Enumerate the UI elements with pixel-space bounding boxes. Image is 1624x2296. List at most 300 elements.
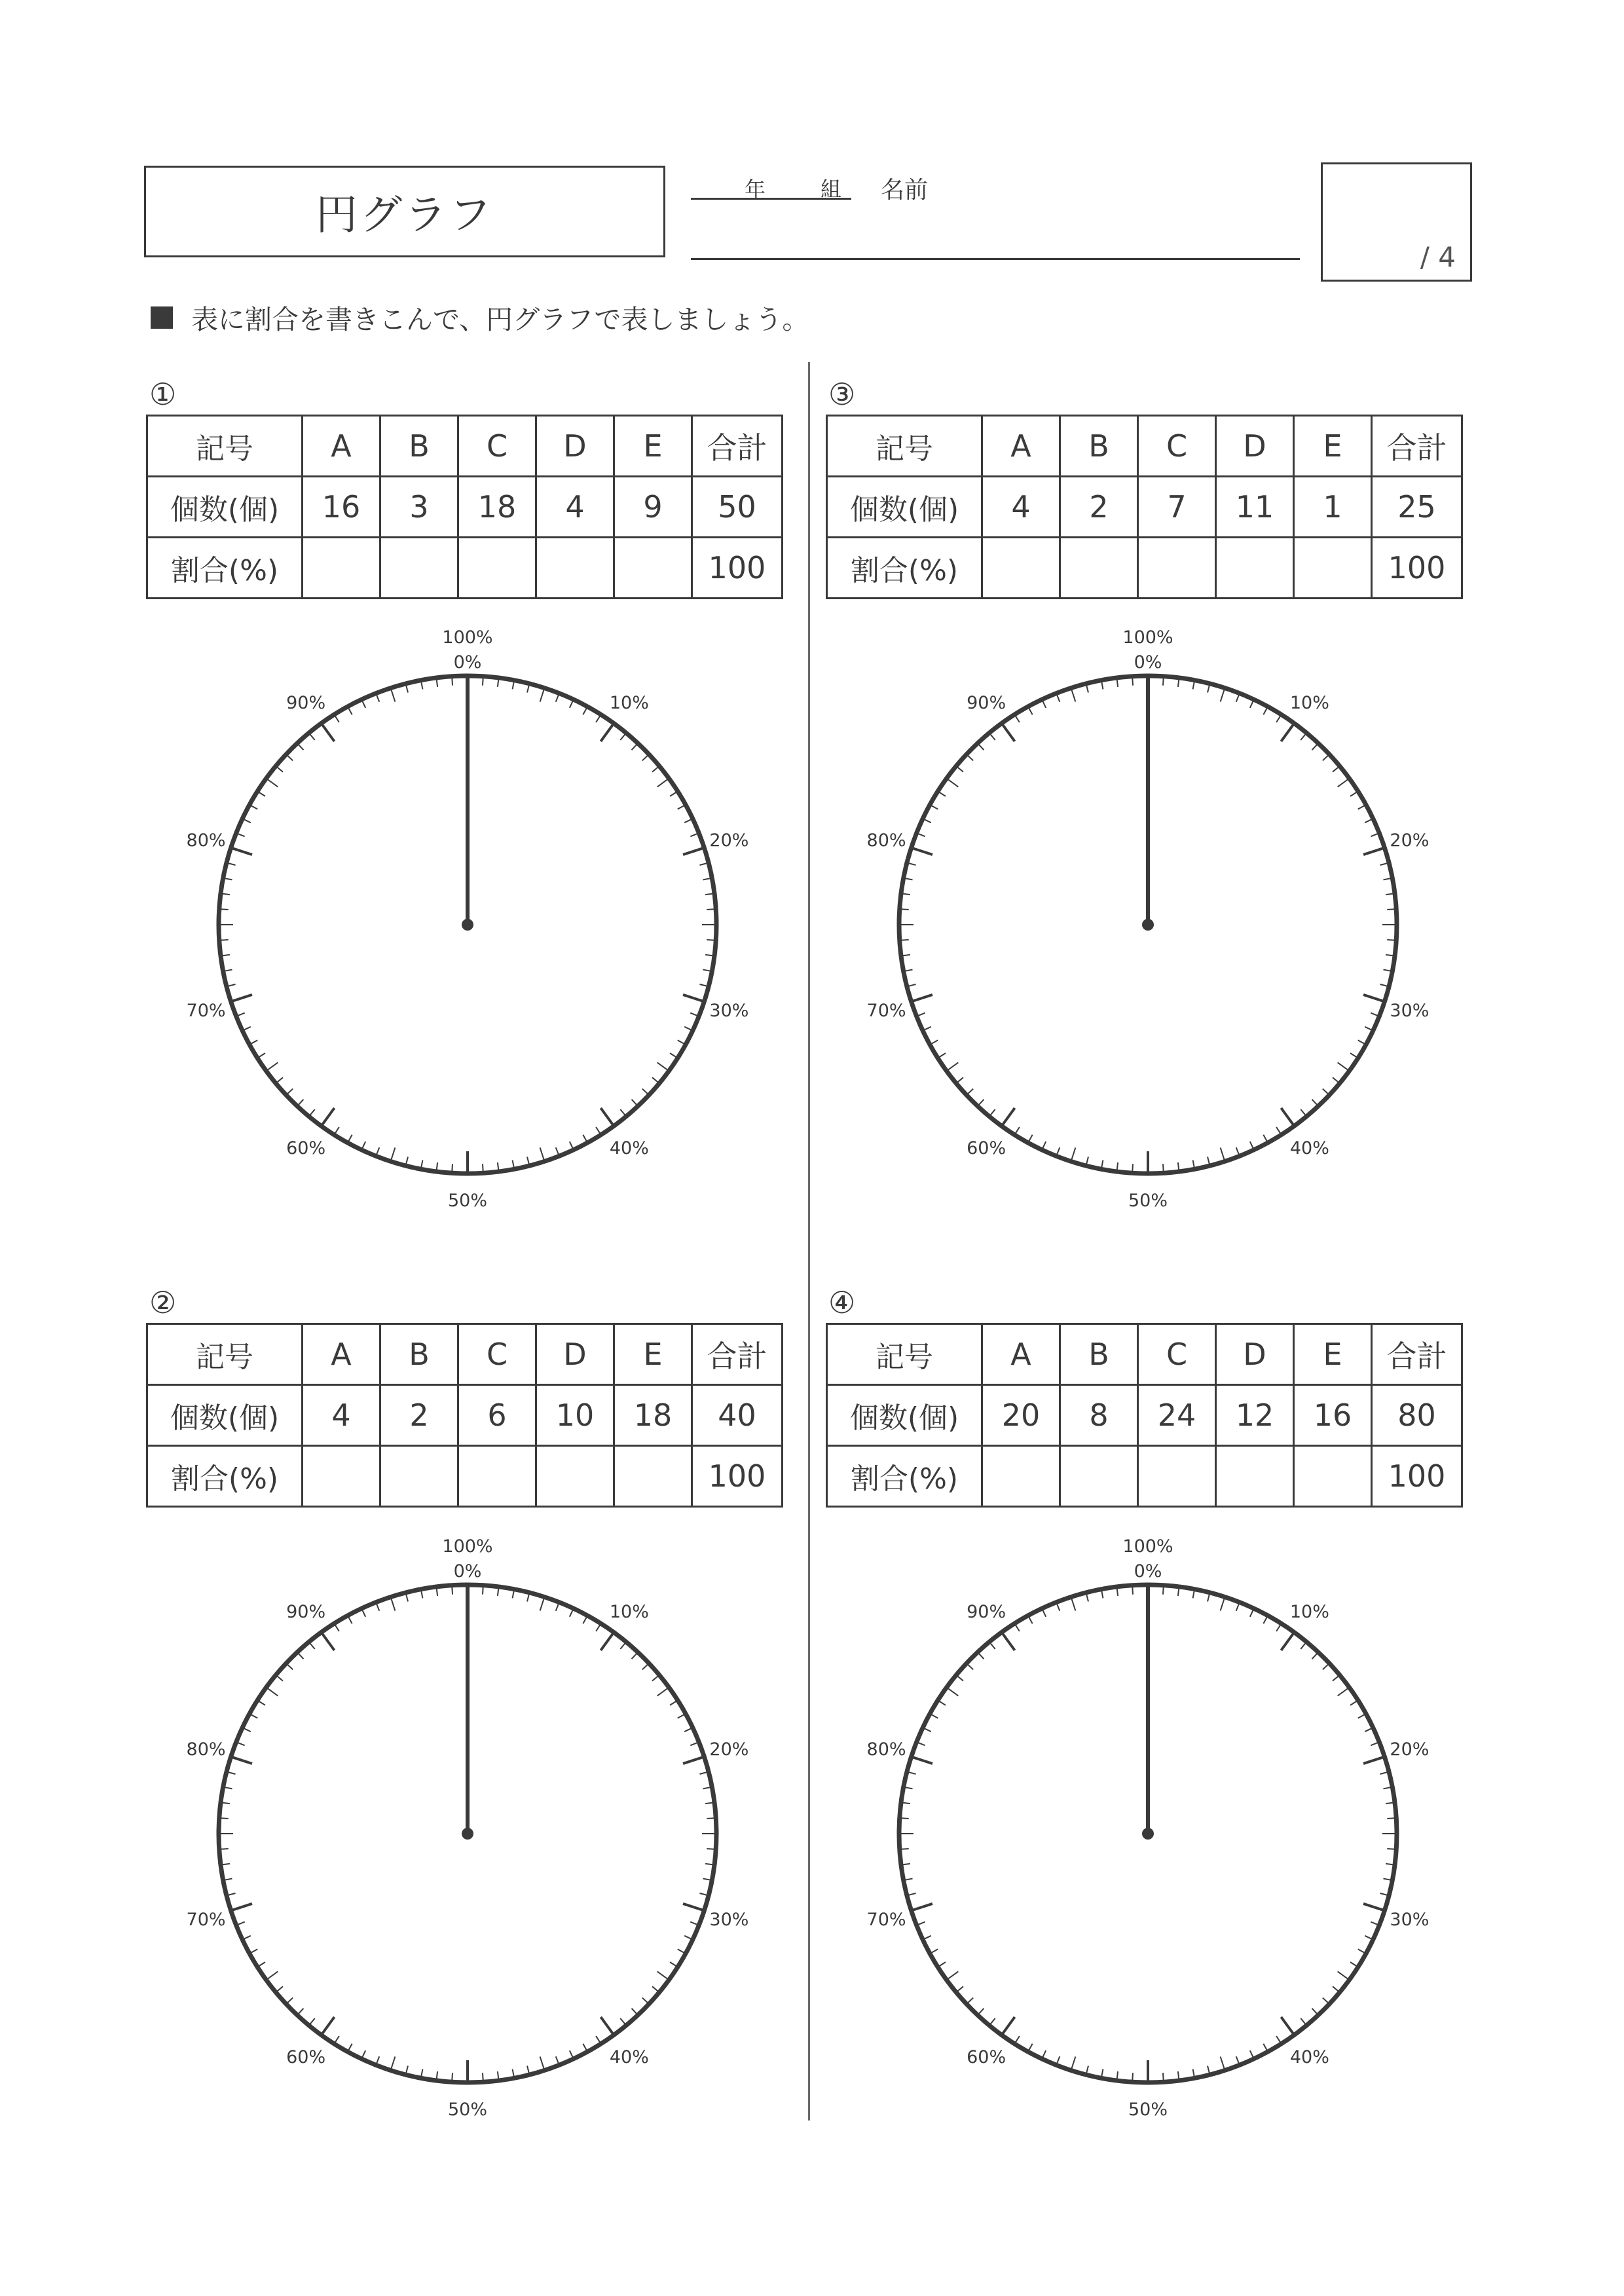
major-tick	[1281, 1108, 1294, 1126]
data-table	[826, 1323, 1463, 1508]
problem-number: ①	[149, 377, 177, 412]
ratio-total: 100	[692, 538, 783, 599]
minor-tick	[642, 1089, 649, 1096]
minor-tick	[620, 1642, 626, 1649]
percent-label: 10%	[609, 693, 649, 714]
ratio-input-cell[interactable]	[380, 538, 458, 599]
column-header: C	[1138, 416, 1216, 477]
minor-tick	[938, 1053, 946, 1058]
minor-tick	[1387, 1818, 1396, 1819]
ratio-input-cell[interactable]	[1060, 1446, 1138, 1507]
minor-tick	[297, 743, 304, 750]
minor-tick	[1132, 676, 1133, 686]
total-header: 合計	[692, 416, 783, 477]
minor-tick	[900, 1818, 909, 1819]
minor-tick	[257, 1053, 265, 1058]
minor-tick	[657, 1062, 669, 1071]
minor-tick	[620, 2018, 626, 2026]
minor-tick	[967, 1998, 973, 2005]
percent-label: 50%	[1128, 2100, 1168, 2120]
minor-tick	[978, 1652, 984, 1659]
ratio-input-cell[interactable]	[380, 1446, 458, 1507]
minor-tick	[657, 1688, 669, 1696]
major-tick	[1363, 848, 1384, 855]
minor-tick	[1014, 1127, 1020, 1135]
minor-tick	[652, 1077, 659, 1083]
major-tick	[1002, 2017, 1015, 2035]
minor-tick	[657, 1971, 669, 1980]
count-cell: 8	[1060, 1385, 1138, 1446]
minor-tick	[1221, 1147, 1225, 1161]
minor-tick	[1276, 1623, 1282, 1631]
center-dot	[1142, 919, 1154, 931]
major-tick	[231, 1757, 252, 1764]
problem-number: ②	[149, 1285, 177, 1320]
table-row-counts	[827, 477, 1462, 538]
percent-label: 20%	[709, 830, 749, 851]
major-tick	[322, 1633, 335, 1651]
column-header: C	[458, 416, 536, 477]
minor-tick	[1132, 1164, 1133, 1173]
minor-tick	[989, 2018, 995, 2026]
center-dot	[1142, 1828, 1154, 1840]
minor-tick	[1338, 1971, 1350, 1980]
ratio-input-cell[interactable]	[1138, 1446, 1216, 1507]
minor-tick	[1312, 1652, 1319, 1659]
column-header: B	[380, 1324, 458, 1385]
minor-tick	[297, 2009, 304, 2015]
minor-tick	[1071, 1597, 1076, 1611]
percent-label: 30%	[1390, 1000, 1430, 1021]
minor-tick	[1163, 1164, 1164, 1173]
minor-tick	[286, 1998, 293, 2005]
major-tick	[912, 1904, 932, 1911]
table-row-ratios	[827, 538, 1462, 599]
percent-label: 80%	[186, 1739, 226, 1760]
minor-tick	[1014, 1623, 1020, 1631]
percent-label: 70%	[866, 1909, 906, 1930]
pie-chart-dial[interactable]	[160, 617, 775, 1232]
major-tick	[600, 1633, 614, 1651]
major-tick	[912, 995, 932, 1002]
total-header: 合計	[1372, 416, 1462, 477]
total-header: 合計	[692, 1324, 783, 1385]
column-header: A	[303, 416, 380, 477]
minor-tick	[670, 1053, 678, 1058]
minor-tick	[1323, 1089, 1329, 1096]
major-tick	[600, 724, 614, 742]
minor-tick	[1301, 2018, 1306, 2026]
minor-tick	[978, 2009, 984, 2015]
ratio-total: 100	[692, 1446, 783, 1507]
count-cell: 2	[1060, 477, 1138, 538]
minor-tick	[1301, 733, 1306, 740]
minor-tick	[1301, 1109, 1306, 1117]
minor-tick	[1071, 2056, 1076, 2070]
minor-tick	[620, 733, 626, 740]
percent-label: 90%	[967, 693, 1006, 714]
minor-tick	[1312, 743, 1319, 750]
count-total: 25	[1372, 477, 1462, 538]
column-header: B	[1060, 416, 1138, 477]
symbol-header: 記号	[147, 416, 303, 477]
ratio-total: 100	[1372, 1446, 1462, 1507]
label-0-percent: 0%	[453, 652, 482, 673]
name-field[interactable]	[691, 258, 1300, 260]
minor-tick	[257, 791, 265, 796]
major-tick	[1002, 724, 1015, 742]
count-cell: 24	[1138, 1385, 1216, 1446]
column-header: B	[1060, 1324, 1138, 1385]
minor-tick	[989, 733, 995, 740]
center-dot	[462, 1828, 473, 1840]
column-header: D	[1216, 416, 1294, 477]
minor-tick	[219, 909, 229, 910]
percent-label: 40%	[609, 1138, 649, 1158]
percent-label: 50%	[447, 1191, 488, 1211]
minor-tick	[642, 1663, 649, 1670]
percent-label: 50%	[1128, 1191, 1168, 1211]
minor-tick	[596, 714, 601, 722]
ratio-input-cell[interactable]	[1294, 1446, 1372, 1507]
minor-tick	[652, 1675, 659, 1681]
column-header: C	[458, 1324, 536, 1385]
table-row-symbols	[827, 416, 1462, 477]
minor-tick	[967, 1089, 973, 1096]
column-header: A	[303, 1324, 380, 1385]
minor-tick	[1163, 2073, 1164, 2082]
minor-tick	[391, 2056, 396, 2070]
column-header: B	[380, 416, 458, 477]
column-divider	[808, 362, 810, 2120]
problem-number: ④	[828, 1285, 856, 1320]
problem-number: ③	[828, 377, 856, 412]
percent-label: 80%	[186, 830, 226, 851]
major-tick	[912, 1757, 932, 1764]
count-cell: 6	[458, 1385, 536, 1446]
major-tick	[1002, 1633, 1015, 1651]
minor-tick	[1163, 1585, 1164, 1595]
major-tick	[231, 848, 252, 855]
count-cell: 1	[1294, 477, 1372, 538]
major-tick	[322, 1108, 335, 1126]
minor-tick	[267, 1062, 278, 1071]
count-cell: 12	[1216, 1385, 1294, 1446]
major-tick	[231, 995, 252, 1002]
major-tick	[1281, 1633, 1294, 1651]
minor-tick	[334, 1623, 339, 1631]
minor-tick	[276, 1077, 283, 1083]
grade-label: 年	[745, 177, 766, 202]
pie-chart-dial[interactable]	[160, 1526, 775, 2141]
minor-tick	[267, 1971, 278, 1980]
square-bullet-icon	[151, 306, 173, 329]
count-total: 80	[1372, 1385, 1462, 1446]
count-total: 40	[692, 1385, 783, 1446]
ratio-input-cell[interactable]	[536, 1446, 614, 1507]
percent-label: 60%	[286, 2046, 326, 2067]
count-label: 個数(個)	[827, 477, 982, 538]
minor-tick	[938, 1700, 946, 1705]
pie-chart-dial[interactable]	[840, 617, 1456, 1232]
major-tick	[1363, 995, 1384, 1002]
label-0-percent: 0%	[1134, 652, 1162, 673]
minor-tick	[1301, 1642, 1306, 1649]
minor-tick	[956, 1077, 963, 1083]
percent-label: 60%	[286, 1138, 326, 1158]
count-cell: 18	[614, 1385, 692, 1446]
minor-tick	[632, 1100, 638, 1106]
ratio-label: 割合(%)	[827, 538, 982, 599]
percent-label: 10%	[1289, 693, 1329, 714]
percent-label: 50%	[447, 2100, 488, 2120]
minor-tick	[938, 791, 946, 796]
name-label: 名前	[881, 177, 929, 204]
name-area	[691, 172, 1300, 263]
percent-label: 90%	[286, 693, 326, 714]
minor-tick	[1338, 1062, 1350, 1071]
minor-tick	[1350, 791, 1358, 796]
minor-tick	[632, 743, 638, 750]
minor-tick	[967, 754, 973, 761]
ratio-input-cell[interactable]	[982, 538, 1060, 599]
minor-tick	[1276, 714, 1282, 722]
label-100-percent: 100%	[442, 1536, 493, 1557]
ratio-input-cell[interactable]	[1216, 538, 1294, 599]
minor-tick	[286, 1089, 293, 1096]
minor-tick	[956, 766, 963, 772]
table-row-symbols	[147, 416, 783, 477]
minor-tick	[334, 714, 339, 722]
minor-tick	[947, 1062, 959, 1071]
minor-tick	[309, 1642, 315, 1649]
table-row-ratios	[147, 1446, 783, 1507]
percent-label: 30%	[1390, 1909, 1430, 1930]
minor-tick	[707, 1818, 716, 1819]
symbol-header: 記号	[827, 416, 982, 477]
ratio-input-cell[interactable]	[458, 1446, 536, 1507]
minor-tick	[540, 1147, 545, 1161]
ratio-input-cell[interactable]	[1060, 538, 1138, 599]
table-row-counts	[147, 1385, 783, 1446]
minor-tick	[267, 779, 278, 787]
minor-tick	[219, 1818, 229, 1819]
data-table	[826, 415, 1463, 599]
count-cell: 10	[536, 1385, 614, 1446]
data-table	[146, 415, 783, 599]
minor-tick	[620, 1109, 626, 1117]
ratio-input-cell[interactable]	[1294, 538, 1372, 599]
ratio-input-cell[interactable]	[614, 1446, 692, 1507]
ratio-label: 割合(%)	[147, 1446, 303, 1507]
count-label: 個数(個)	[147, 477, 303, 538]
table-row-ratios	[147, 538, 783, 599]
percent-label: 80%	[866, 830, 906, 851]
label-100-percent: 100%	[1122, 1536, 1173, 1557]
label-100-percent: 100%	[1122, 627, 1173, 648]
minor-tick	[1221, 2056, 1225, 2070]
minor-tick	[596, 2036, 601, 2044]
major-tick	[683, 995, 704, 1002]
count-label: 個数(個)	[147, 1385, 303, 1446]
table-row-counts	[147, 477, 783, 538]
count-cell: 7	[1138, 477, 1216, 538]
minor-tick	[1276, 2036, 1282, 2044]
minor-tick	[276, 1986, 283, 1992]
major-tick	[1363, 1757, 1384, 1764]
major-tick	[1281, 724, 1294, 742]
minor-tick	[540, 688, 545, 702]
minor-tick	[391, 1597, 396, 1611]
percent-label: 70%	[866, 1000, 906, 1021]
ratio-input-cell[interactable]	[614, 538, 692, 599]
count-cell: 16	[1294, 1385, 1372, 1446]
count-cell: 4	[982, 477, 1060, 538]
minor-tick	[1350, 1962, 1358, 1967]
minor-tick	[1132, 1585, 1133, 1595]
minor-tick	[334, 2036, 339, 2044]
percent-label: 40%	[1289, 1138, 1329, 1158]
minor-tick	[1333, 1675, 1340, 1681]
major-tick	[683, 1904, 704, 1911]
major-tick	[322, 2017, 335, 2035]
minor-tick	[1333, 766, 1340, 772]
minor-tick	[1312, 1100, 1319, 1106]
ratio-input-cell[interactable]	[303, 538, 380, 599]
minor-tick	[1071, 688, 1076, 702]
percent-label: 20%	[1390, 830, 1430, 851]
minor-tick	[309, 733, 315, 740]
minor-tick	[670, 1962, 678, 1967]
total-header: 合計	[1372, 1324, 1462, 1385]
count-cell: 2	[380, 1385, 458, 1446]
percent-label: 40%	[609, 2046, 649, 2067]
major-tick	[1363, 1904, 1384, 1911]
table-row-counts	[827, 1385, 1462, 1446]
count-cell: 9	[614, 477, 692, 538]
minor-tick	[1387, 909, 1396, 910]
percent-label: 30%	[709, 1909, 749, 1930]
percent-label: 90%	[967, 1602, 1006, 1623]
minor-tick	[947, 1971, 959, 1980]
ratio-input-cell[interactable]	[536, 538, 614, 599]
minor-tick	[391, 1147, 396, 1161]
minor-tick	[297, 1100, 304, 1106]
center-dot	[462, 919, 473, 931]
minor-tick	[596, 1623, 601, 1631]
minor-tick	[1333, 1077, 1340, 1083]
ratio-input-cell[interactable]	[982, 1446, 1060, 1507]
column-header: E	[614, 416, 692, 477]
count-cell: 4	[536, 477, 614, 538]
pie-chart-dial[interactable]	[840, 1526, 1456, 2141]
percent-label: 80%	[866, 1739, 906, 1760]
minor-tick	[670, 791, 678, 796]
major-tick	[1281, 2017, 1294, 2035]
count-cell: 20	[982, 1385, 1060, 1446]
minor-tick	[309, 2018, 315, 2026]
column-header: E	[614, 1324, 692, 1385]
minor-tick	[978, 1100, 984, 1106]
table-row-symbols	[147, 1324, 783, 1385]
percent-label: 60%	[967, 1138, 1006, 1158]
minor-tick	[1071, 1147, 1076, 1161]
ratio-input-cell[interactable]	[1216, 1446, 1294, 1507]
minor-tick	[900, 909, 909, 910]
percent-label: 30%	[709, 1000, 749, 1021]
minor-tick	[652, 766, 659, 772]
percent-label: 60%	[967, 2046, 1006, 2067]
minor-tick	[334, 1127, 339, 1135]
column-header: D	[536, 416, 614, 477]
percent-label: 20%	[1390, 1739, 1430, 1760]
minor-tick	[632, 2009, 638, 2015]
minor-tick	[956, 1675, 963, 1681]
column-header: D	[536, 1324, 614, 1385]
minor-tick	[956, 1986, 963, 1992]
minor-tick	[297, 1652, 304, 1659]
minor-tick	[1338, 1688, 1350, 1696]
minor-tick	[1312, 2009, 1319, 2015]
count-cell: 11	[1216, 477, 1294, 538]
column-header: C	[1138, 1324, 1216, 1385]
minor-tick	[1323, 1998, 1329, 2005]
minor-tick	[1323, 754, 1329, 761]
ratio-input-cell[interactable]	[303, 1446, 380, 1507]
minor-tick	[1221, 1597, 1225, 1611]
major-tick	[683, 848, 704, 855]
percent-label: 10%	[609, 1602, 649, 1623]
minor-tick	[391, 688, 396, 702]
ratio-input-cell[interactable]	[458, 538, 536, 599]
minor-tick	[596, 1127, 601, 1135]
minor-tick	[1014, 714, 1020, 722]
minor-tick	[642, 1998, 649, 2005]
column-header: E	[1294, 416, 1372, 477]
major-tick	[600, 2017, 614, 2035]
instruction-text: 表に割合を書きこんで、円グラフで表しましょう。	[191, 304, 809, 335]
count-cell: 18	[458, 477, 536, 538]
score-box[interactable]	[1321, 162, 1472, 282]
major-tick	[231, 1904, 252, 1911]
major-tick	[912, 848, 932, 855]
page-title: 円グラフ	[144, 166, 665, 257]
ratio-input-cell[interactable]	[1138, 538, 1216, 599]
minor-tick	[1132, 2073, 1133, 2082]
percent-label: 40%	[1289, 2046, 1329, 2067]
minor-tick	[286, 1663, 293, 1670]
minor-tick	[286, 754, 293, 761]
percent-label: 10%	[1289, 1602, 1329, 1623]
column-header: A	[982, 1324, 1060, 1385]
minor-tick	[978, 743, 984, 750]
minor-tick	[1333, 1986, 1340, 1992]
column-header: A	[982, 416, 1060, 477]
minor-tick	[257, 1962, 265, 1967]
label-0-percent: 0%	[1134, 1561, 1162, 1582]
minor-tick	[707, 909, 716, 910]
minor-tick	[257, 1700, 265, 1705]
minor-tick	[1323, 1663, 1329, 1670]
score-text: / 4	[1420, 241, 1456, 273]
count-label: 個数(個)	[827, 1385, 982, 1446]
count-total: 50	[692, 477, 783, 538]
ratio-label: 割合(%)	[147, 538, 303, 599]
ratio-label: 割合(%)	[827, 1446, 982, 1507]
minor-tick	[967, 1663, 973, 1670]
minor-tick	[1350, 1700, 1358, 1705]
minor-tick	[947, 1688, 959, 1696]
